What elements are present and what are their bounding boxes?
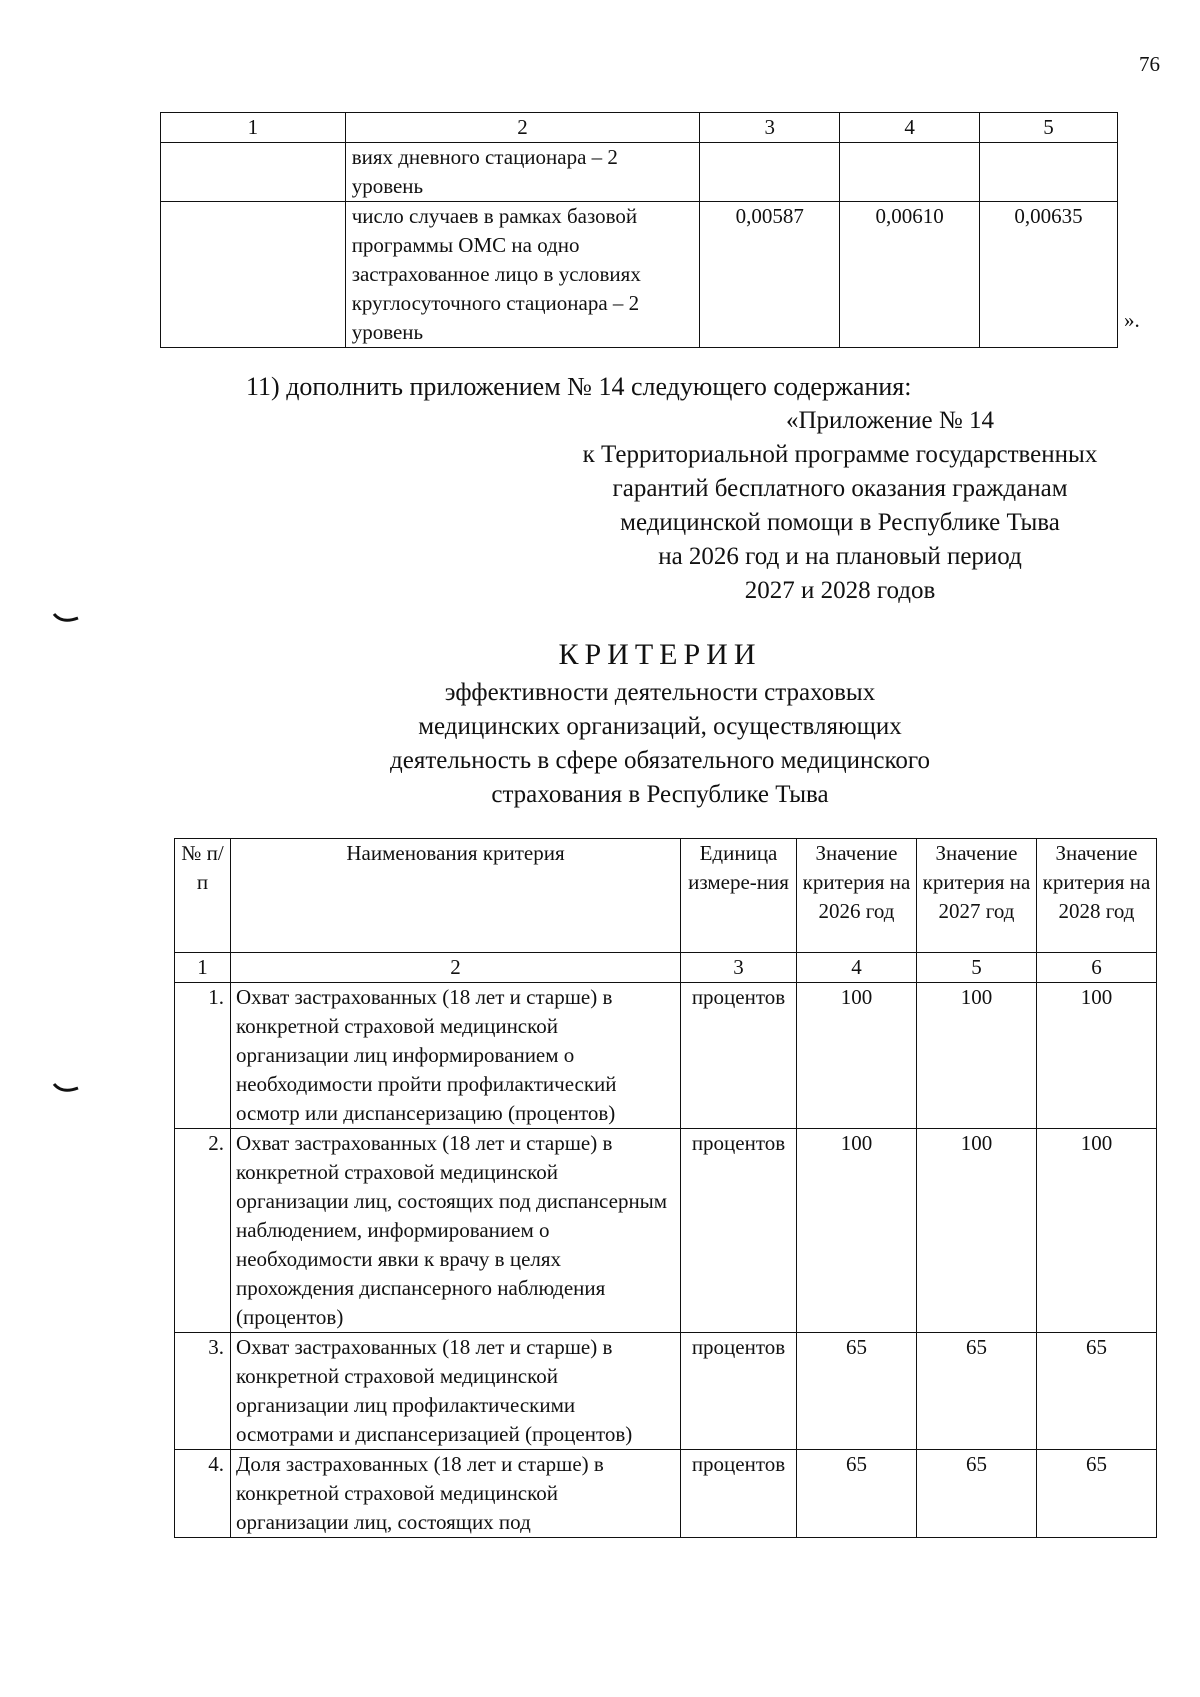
value-cell: 0,00635 — [980, 202, 1118, 348]
row-number: 1. — [175, 983, 231, 1129]
criterion-name: Охват застрахованных (18 лет и старше) в конкретной страховой медицинской организации лиц профилактическими осмотрами и диспансеризацией (процентов) — [231, 1333, 681, 1450]
unit: процентов — [681, 1333, 797, 1450]
empty-cell — [161, 202, 346, 348]
subtitle-line: страхования в Республике Тыва — [491, 781, 829, 808]
column-number: 5 — [980, 113, 1118, 143]
value-2028: 100 — [1037, 983, 1157, 1129]
row-number: 3. — [175, 1333, 231, 1450]
value-cell — [840, 143, 980, 202]
header-value-2028: Значение критерия на 2028 год — [1037, 839, 1157, 953]
value-2027: 100 — [917, 1129, 1037, 1333]
criterion-name: Доля застрахованных (18 лет и старше) в конкретной страховой медицинской организации лиц, состоящих под — [231, 1450, 681, 1538]
criterion-name: Охват застрахованных (18 лет и старше) в конкретной страховой медицинской организации лиц, состоящих под диспансерным наблюдением, информированием о необходимости явки к врачу в целях прохождения диспансерного наблюдения (процентов) — [231, 1129, 681, 1333]
column-number: 6 — [1037, 953, 1157, 983]
scan-mark — [52, 612, 82, 626]
unit: процентов — [681, 1450, 797, 1538]
value-2027: 65 — [917, 1333, 1037, 1450]
indicator-name: виях дневного стационара – 2 уровень — [345, 143, 700, 202]
header-number: № п/п — [175, 839, 231, 953]
value-2026: 100 — [797, 1129, 917, 1333]
subtitle-line: деятельность в сфере обязательного медицинского — [390, 747, 930, 774]
table-row — [175, 983, 1157, 1129]
column-number: 1 — [161, 113, 346, 143]
column-number: 5 — [917, 953, 1037, 983]
appendix-line: 2027 и 2028 годов — [744, 577, 936, 604]
header-unit: Единица измере-ния — [681, 839, 797, 953]
table-row — [175, 1450, 1157, 1538]
value-2026: 100 — [797, 983, 917, 1129]
table-header-row — [175, 839, 1157, 953]
criteria-subtitle — [300, 676, 1020, 812]
row-number: 4. — [175, 1450, 231, 1538]
row-number: 2. — [175, 1129, 231, 1333]
subtitle-line: медицинских организаций, осуществляющих — [418, 713, 902, 740]
subtitle-line: эффективности деятельности страховых — [444, 679, 876, 706]
paragraph-11: 11) дополнить приложением № 14 следующего содержания: — [246, 372, 912, 401]
value-2026: 65 — [797, 1333, 917, 1450]
continued-table — [160, 112, 1118, 348]
indicator-name: число случаев в рамках базовой программы ОМС на одно застрахованное лицо в условиях круглосуточного стационара – 2 уровень — [345, 202, 700, 348]
column-number: 4 — [797, 953, 917, 983]
appendix-line: «Приложение № 14 — [785, 407, 995, 434]
value-2028: 100 — [1037, 1129, 1157, 1333]
table-row — [161, 202, 1118, 348]
closing-quote: ». — [1124, 308, 1140, 332]
table-row — [175, 1129, 1157, 1333]
value-cell: 0,00610 — [840, 202, 980, 348]
value-2027: 65 — [917, 1450, 1037, 1538]
criterion-name: Охват застрахованных (18 лет и старше) в конкретной страховой медицинской организации лиц информированием о необходимости пройти профилактический осмотр или диспансеризацию (процентов) — [231, 983, 681, 1129]
value-cell — [980, 143, 1118, 202]
value-cell: 0,00587 — [700, 202, 840, 348]
appendix-header — [520, 404, 1160, 608]
unit: процентов — [681, 983, 797, 1129]
value-2027: 100 — [917, 983, 1037, 1129]
column-number: 2 — [231, 953, 681, 983]
column-number: 2 — [345, 113, 700, 143]
header-value-2027: Значение критерия на 2027 год — [917, 839, 1037, 953]
column-number-row — [175, 953, 1157, 983]
unit: процентов — [681, 1129, 797, 1333]
header-criterion-name: Наименования критерия — [231, 839, 681, 953]
appendix-line: медицинской помощи в Республике Тыва — [620, 509, 1060, 536]
criteria-title: КРИТЕРИИ — [558, 638, 762, 671]
page-number: 76 — [1139, 52, 1160, 76]
empty-cell — [161, 143, 346, 202]
column-number: 3 — [700, 113, 840, 143]
value-2028: 65 — [1037, 1333, 1157, 1450]
table-header-row — [161, 113, 1118, 143]
criteria-table — [174, 838, 1157, 1538]
scan-mark — [52, 1082, 82, 1096]
table-row — [175, 1333, 1157, 1450]
header-value-2026: Значение критерия на 2026 год — [797, 839, 917, 953]
value-cell — [700, 143, 840, 202]
column-number: 3 — [681, 953, 797, 983]
appendix-line: гарантий бесплатного оказания гражданам — [612, 475, 1068, 502]
value-2026: 65 — [797, 1450, 917, 1538]
appendix-line: на 2026 год и на плановый период — [658, 543, 1022, 570]
value-2028: 65 — [1037, 1450, 1157, 1538]
appendix-line: к Территориальной программе государственных — [582, 441, 1098, 468]
table-row — [161, 143, 1118, 202]
column-number: 1 — [175, 953, 231, 983]
column-number: 4 — [840, 113, 980, 143]
